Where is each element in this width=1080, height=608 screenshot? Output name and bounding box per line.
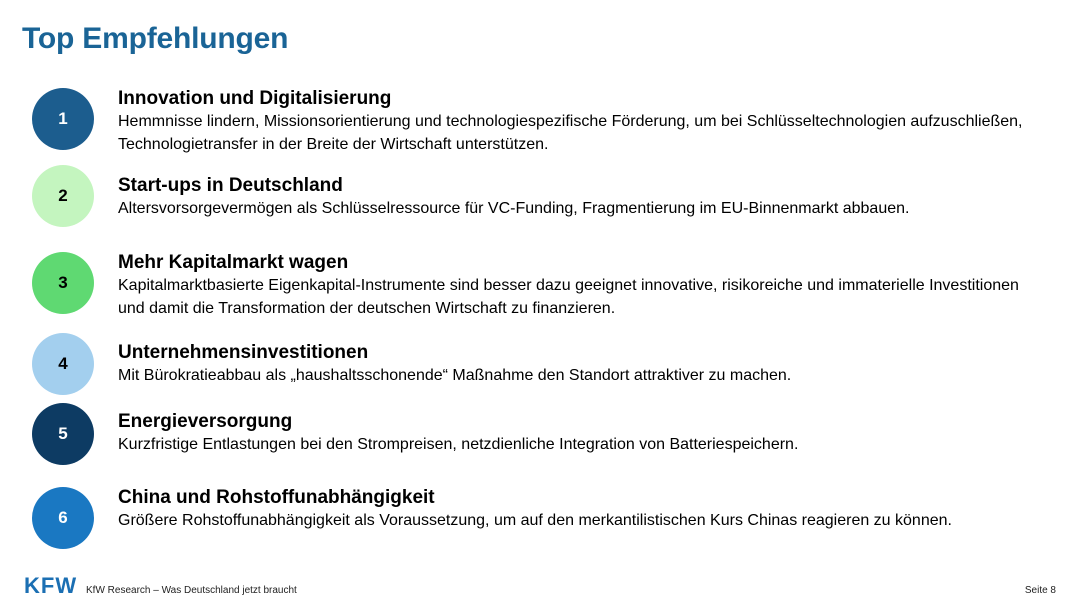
recommendation-heading: Unternehmensinvestitionen — [118, 342, 369, 363]
footer-text: KfW Research – Was Deutschland jetzt braucht — [86, 585, 297, 596]
recommendation-body: Hemmnisse lindern, Missionsorientierung und technologiespezifische Förderung, um bei Schlüsseltechnologien aufzuschließen, Technologietransfer in der Breite der Wirtschaft unterstützen. — [118, 113, 1023, 153]
number-badge: 5 — [32, 403, 94, 465]
recommendation-heading: Start-ups in Deutschland — [118, 175, 343, 196]
recommendation-heading: Energieversorgung — [118, 411, 293, 432]
number-badge: 3 — [32, 252, 94, 314]
recommendation-body: Größere Rohstoffunabhängigkeit als Voraussetzung, um auf den merkantilistischen Kurs Chinas reagieren zu können. — [118, 512, 952, 529]
recommendation-heading: China und Rohstoffunabhängigkeit — [118, 487, 435, 508]
kfw-logo: KFW — [24, 573, 78, 598]
number-badge: 1 — [32, 88, 94, 150]
recommendation-heading: Innovation und Digitalisierung — [118, 88, 392, 109]
recommendation-body: Kapitalmarktbasierte Eigenkapital-Instrumente sind besser dazu geeignet innovative, risikoreiche und immaterielle Investitionen und damit die Transformation der deutschen Wirtschaft zu finanzieren. — [118, 277, 1019, 317]
number-badge: 2 — [32, 165, 94, 227]
recommendation-heading: Mehr Kapitalmarkt wagen — [118, 252, 349, 273]
page-number: Seite 8 — [1024, 585, 1056, 596]
recommendation-body: Altersvorsorgevermögen als Schlüsselressource für VC-Funding, Fragmentierung im EU-Binnenmarkt abbauen. — [118, 200, 910, 217]
page-title: Top Empfehlungen — [22, 22, 289, 55]
recommendation-body: Kurzfristige Entlastungen bei den Strompreisen, netzdienliche Integration von Batteriespeichern. — [118, 436, 799, 453]
recommendation-body: Mit Bürokratieabbau als „haushaltsschonende“ Maßnahme den Standort attraktiver zu machen. — [118, 367, 792, 384]
number-badge: 4 — [32, 333, 94, 395]
number-badge: 6 — [32, 487, 94, 549]
